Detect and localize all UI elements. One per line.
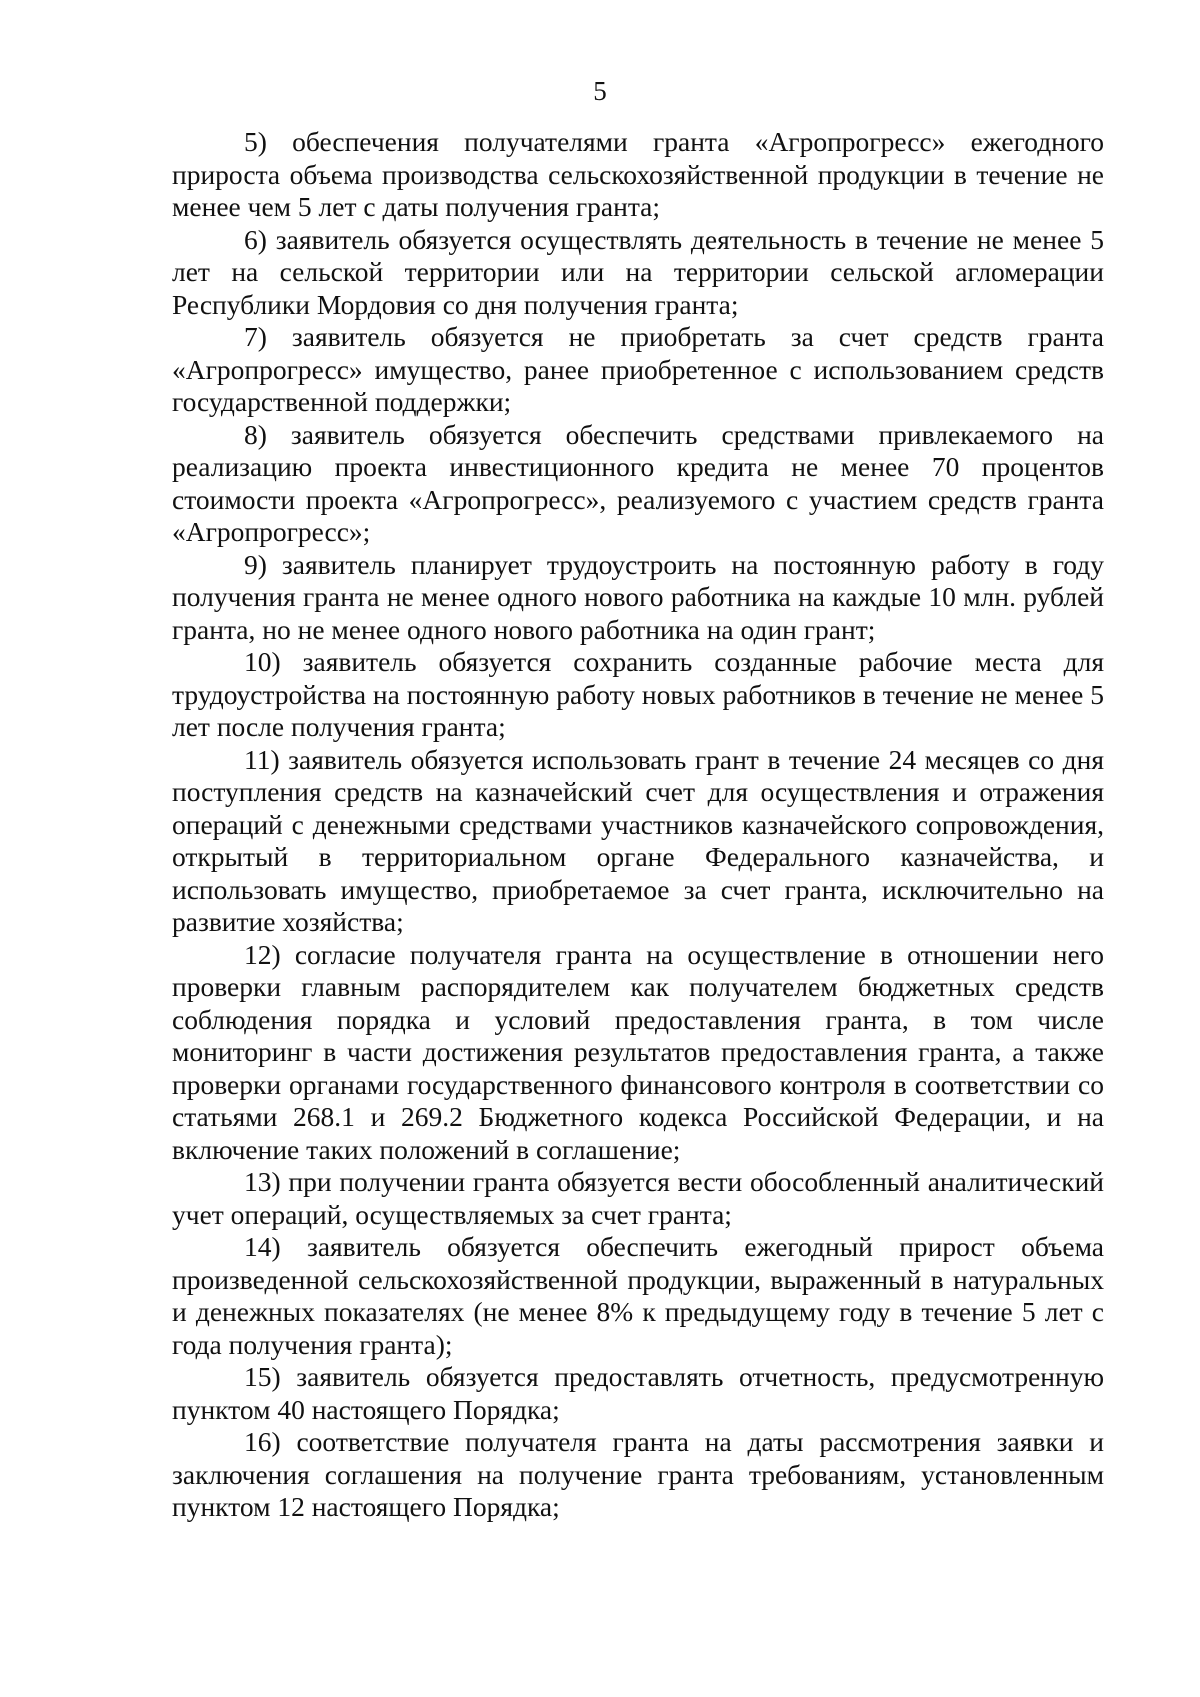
paragraph-9: 9) заявитель планирует трудоустроить на постоянную работу в году получения гранта не менее одного нового работника на каждые 10 млн. рублей гранта, но не менее одного нового работника на один грант; <box>172 548 1104 645</box>
paragraph-14: 14) заявитель обязуется обеспечить ежегодный прирост объема произведенной сельскохозяйственной продукции, выраженный в натуральных и денежных показателях (не менее 8% к предыдущему году в течение 5 лет с года получения гранта); <box>172 1231 1104 1360</box>
paragraph-10: 10) заявитель обязуется сохранить созданные рабочие места для трудоустройства на постоянную работу новых работников в течение не менее 5 лет после получения гранта; <box>172 646 1104 742</box>
paragraph-6: 6) заявитель обязуется осуществлять деятельность в течение не менее 5 лет на сельской территории или на территории сельской агломерации Республики Мордовия со дня получения гранта; <box>172 223 1104 320</box>
paragraph-11: 11) заявитель обязуется использовать грант в течение 24 месяцев со дня поступления средств на казначейский счет для осуществления и отражения операций с денежными средствами участников казначейского сопровождения, открытый в территориальном органе Федерального казначейства, и использовать имущество, приобретаемое за счет гранта, исключительно на развитие хозяйства; <box>172 743 1104 937</box>
paragraph-15: 15) заявитель обязуется предоставлять отчетность, предусмотренную пунктом 40 настоящего Порядка; <box>172 1361 1104 1425</box>
paragraph-5: 5) обеспечения получателями гранта «Агропрогресс» ежегодного прироста объема производства сельскохозяйственной продукции в течение не менее чем 5 лет с даты получения гранта; <box>172 126 1104 222</box>
paragraph-7: 7) заявитель обязуется не приобретать за счет средств гранта «Агропрогресс» имущество, ранее приобретенное с использованием средств государственной поддержки; <box>172 321 1104 417</box>
paragraph-12: 12) согласие получателя гранта на осуществление в отношении него проверки главным распорядителем как получателем бюджетных средств соблюдения порядка и условий предоставления гранта, в том числе мониторинг в части достижения результатов предоставления гранта, а также проверки органами государственного финансового контроля в соответствии со статьями 268.1 и 269.2 Бюджетного кодекса Российской Федерации, и на включение таких положений в соглашение; <box>172 938 1104 1165</box>
paragraph-16: 16) соответствие получателя гранта на даты рассмотрения заявки и заключения соглашения на получение гранта требованиям, установленным пунктом 12 настоящего Порядка; <box>172 1426 1104 1522</box>
paragraph-8: 8) заявитель обязуется обеспечить средствами привлекаемого на реализацию проекта инвестиционного кредита не менее 70 процентов стоимости проекта «Агропрогресс», реализуемого с участием средств гранта «Агропрогресс»; <box>172 418 1104 547</box>
page-number: 5 <box>593 76 607 106</box>
document-body <box>172 126 1104 1524</box>
paragraph-13: 13) при получении гранта обязуется вести обособленный аналитический учет операций, осуществляемых за счет гранта; <box>172 1166 1104 1230</box>
